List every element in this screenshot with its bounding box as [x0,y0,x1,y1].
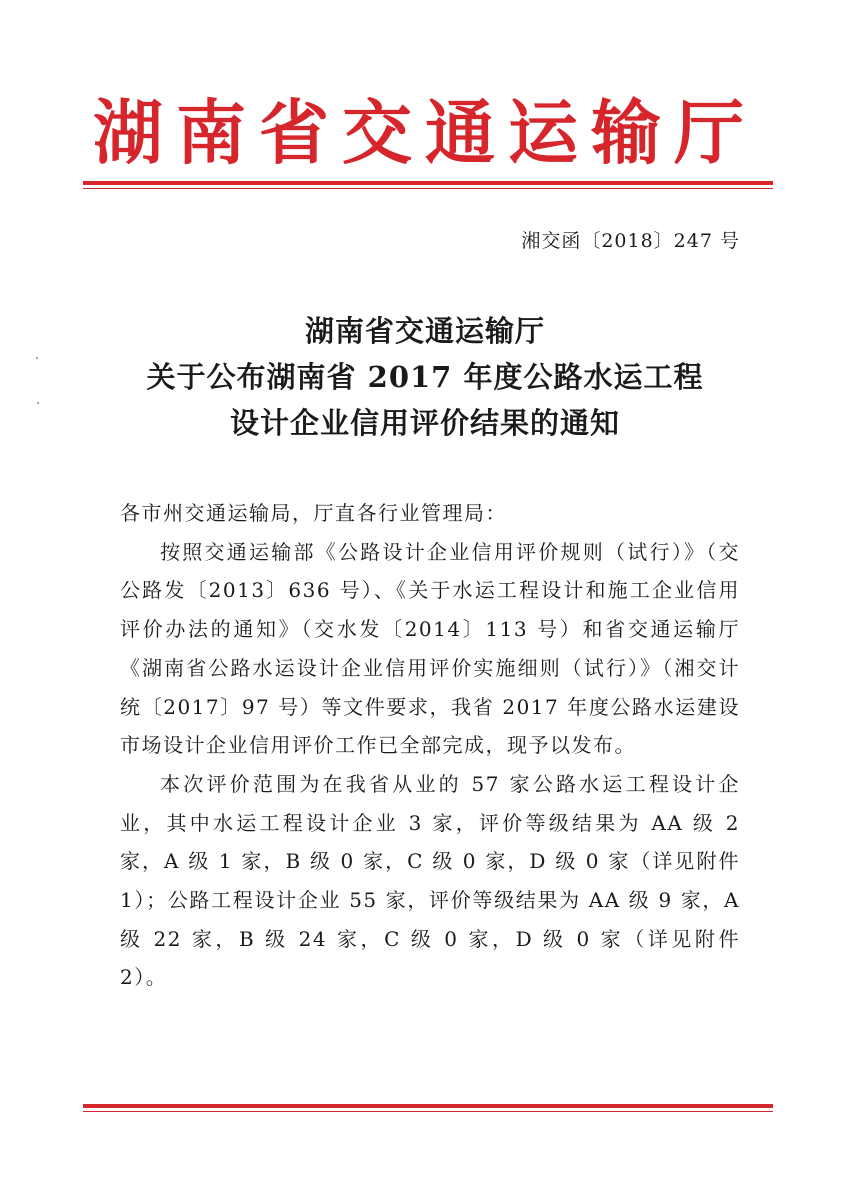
header-red-rule-thin [83,188,773,189]
document-number: 湘交函〔2018〕247 号 [521,230,740,252]
title-line-3: 设计企业信用评价结果的通知 [229,406,620,440]
body-paragraph-1: 按照交通运输部《公路设计企业信用评价规则（试行）》（交公路发〔2013〕636 号）、《关于水运工程设计和施工企业信用评价办法的通知》（交水发〔2014〕113 号）和省交通运输厅《湖南省公路水运设计企业信用评价实施细则（试行）》（湘交计统〔2017〕97 号）等文件要求，我省 2017 年度公路水运建设市场设计企业信用评价工作已全部完成，现予以发布。 [120,539,740,758]
salutation: 各市州交通运输局，厅直各行业管理局： [120,501,507,525]
header-red-rule-thick [83,181,773,185]
scan-speck [36,357,38,359]
footer-red-rule-thin [83,1111,773,1112]
document-body [120,494,740,997]
document-title [0,308,850,446]
scan-speck [37,402,39,404]
title-line-1: 湖南省交通运输厅 [304,314,545,348]
title-line-2: 关于公布湖南省 2017 年度公路水运工程 [146,360,704,394]
agency-name-header: 湖南省交通运输厅 [93,91,757,174]
footer-red-rule-thick [83,1104,773,1108]
body-paragraph-2: 本次评价范围为在我省从业的 57 家公路水运工程设计企业，其中水运工程设计企业 3 家，评价等级结果为 AA 级 2 家，A 级 1 家，B 级 0 家，C 级 0 家，D 级 0 家（详见附件 1）；公路工程设计企业 55 家，评价等级结果为 AA 级 9 家，A 级 22 家，B 级 24 家，C 级 0 家，D 级 0 家（详见附件 2）。 [120,771,740,990]
